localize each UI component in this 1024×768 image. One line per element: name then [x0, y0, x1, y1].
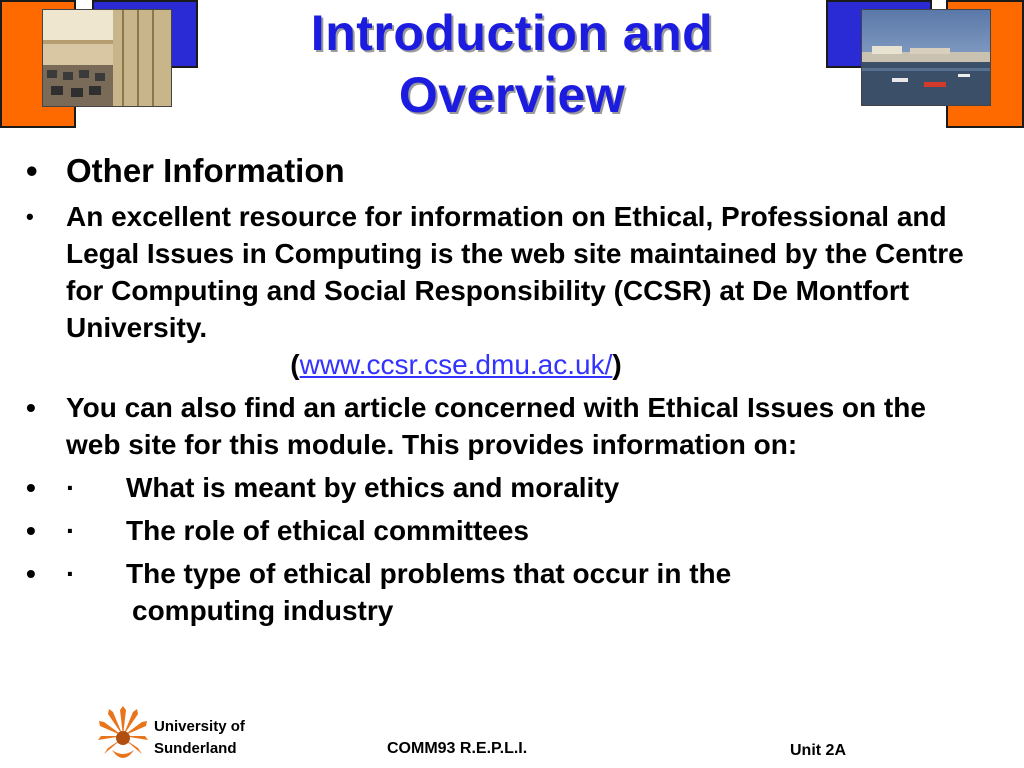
bullet-sub-problems: [26, 555, 986, 629]
sunflower-logo-icon: [98, 706, 148, 766]
slide-title: [200, 2, 824, 126]
ccsr-link-line: [66, 346, 986, 383]
university-name-line2: Sunderland: [154, 740, 237, 757]
bullet-dot: •: [26, 515, 36, 546]
ccsr-link[interactable]: www.ccsr.cse.dmu.ac.uk/: [299, 349, 613, 380]
ccsr-open-paren: (: [290, 349, 300, 380]
bullet-heading: [26, 150, 986, 192]
bullet-sub-committees: [26, 512, 986, 549]
heading-text: Other Information: [66, 152, 345, 189]
university-name-line1: University of: [154, 718, 245, 735]
bullet-dot: •: [26, 392, 36, 423]
library-photo: [42, 9, 172, 107]
sub-mark: ·: [66, 515, 76, 546]
unit-label: Unit 2A: [790, 742, 846, 759]
slide-title-line2: Overview: [398, 67, 626, 123]
ccsr-close-paren: ): [612, 349, 622, 380]
bullet-dot: •: [26, 472, 36, 503]
sub-mark: ·: [66, 472, 76, 503]
sub-problems-text-line1: The type of ethical problems that occur in the: [126, 558, 732, 589]
sub-problems-text-line2: computing industry: [132, 595, 394, 626]
bullet-sub-ethics: [26, 469, 986, 506]
bullet-ccsr: [26, 198, 986, 383]
bullet-dot: •: [26, 152, 38, 189]
bullet-dot: •: [26, 558, 36, 589]
slide-title-line1: Introduction and: [310, 5, 714, 61]
sub-committees-text: The role of ethical committees: [126, 515, 529, 546]
bullet-module-article: [26, 389, 986, 463]
course-code: COMM93 R.E.P.L.I.: [387, 740, 528, 757]
sub-mark: ·: [66, 558, 76, 589]
bullet-dot: •: [26, 204, 34, 229]
sub-ethics-text: What is meant by ethics and morality: [126, 472, 620, 503]
module-article-text: You can also find an article concerned with Ethical Issues on the web site for this module. This provides information on:: [66, 392, 926, 460]
harbour-photo: [861, 9, 991, 106]
ccsr-text: An excellent resource for information on Ethical, Professional and Legal Issues in Computing is the web site maintained by the Centre for Computing and Social Responsibility (CCSR) at De Montfort University.: [66, 201, 964, 343]
slide-body: [26, 150, 986, 635]
